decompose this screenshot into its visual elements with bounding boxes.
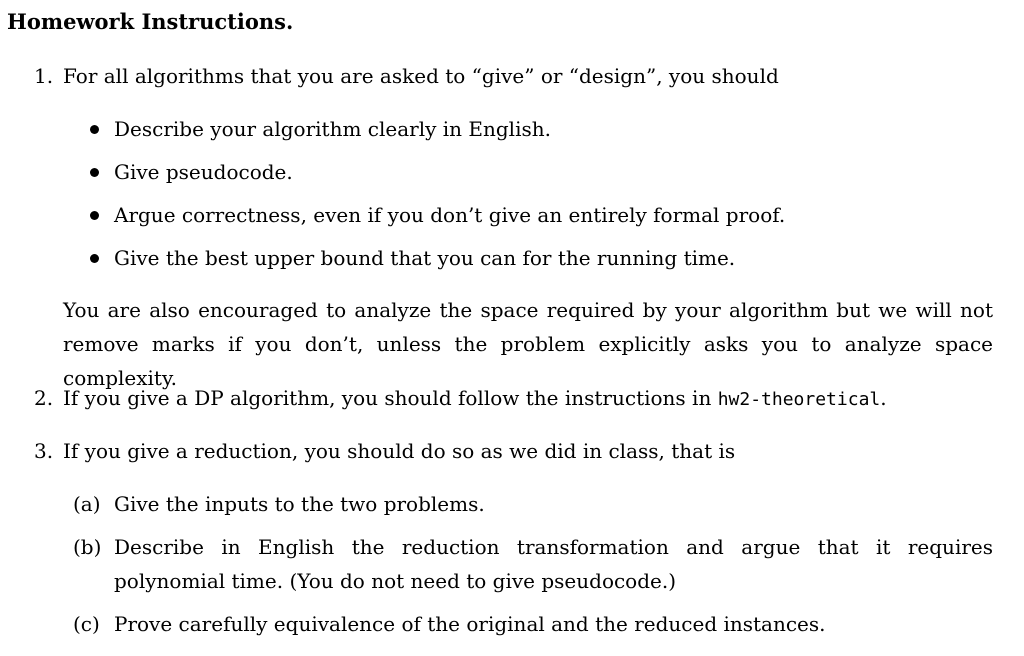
item-2-text-before: If you give a DP algorithm, you should follow the instructions in xyxy=(63,386,712,410)
item-1-text: For all algorithms that you are asked to “give” or “design”, you should xyxy=(63,64,779,88)
document-heading: Homework Instructions. xyxy=(7,9,294,34)
item-1-bullet-4: Give the best upper bound that you can for the running time. xyxy=(114,246,736,270)
bullet-dot-icon xyxy=(90,254,99,263)
item-1-number: 1. xyxy=(34,64,54,88)
item-3-sub-c-label: (c) xyxy=(73,612,100,636)
item-1-bullet-2: Give pseudocode. xyxy=(114,160,293,184)
bullet-dot-icon xyxy=(90,211,99,220)
item-3-sub-a-label: (a) xyxy=(73,492,101,516)
item-2-text-after: . xyxy=(880,386,887,410)
item-3-sub-b-text: Describe in English the reduction transformation and argue that it requires polynomial time. (You do not need to give pseudocode.) xyxy=(114,535,993,593)
item-2-text xyxy=(63,385,887,413)
bullet-dot-icon xyxy=(90,125,99,134)
item-3-sub-c-text: Prove carefully equivalence of the original and the reduced instances. xyxy=(114,612,826,636)
item-3-number: 3. xyxy=(34,439,54,463)
item-2-number: 2. xyxy=(34,386,54,410)
item-3-sub-a-text: Give the inputs to the two problems. xyxy=(114,492,485,516)
item-3-text: If you give a reduction, you should do so as we did in class, that is xyxy=(63,439,736,463)
item-3-sub-b-label: (b) xyxy=(73,535,102,559)
item-2-code: hw2-theoretical xyxy=(717,389,881,410)
item-1-paragraph: You are also encouraged to analyze the space required by your algorithm but we will not remove marks if you don’t, unless the problem explicitly asks you to analyze space complexity. xyxy=(63,298,993,390)
bullet-dot-icon xyxy=(90,168,99,177)
item-1-bullet-3: Argue correctness, even if you don’t give an entirely formal proof. xyxy=(114,203,786,227)
item-1-bullet-1: Describe your algorithm clearly in English. xyxy=(114,117,551,141)
